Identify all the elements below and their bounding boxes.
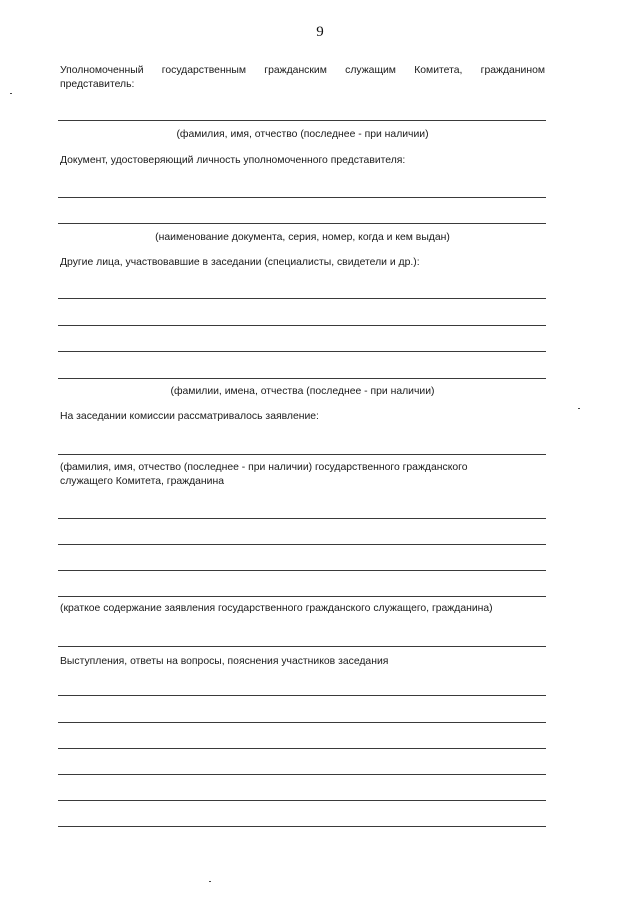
application-line-2 — [58, 544, 546, 545]
speeches-line-2 — [58, 722, 546, 723]
document-text: Документ, удостоверяющий личность уполномоченного представителя: — [60, 155, 406, 166]
representative-name-line — [58, 120, 546, 121]
summary-caption: (краткое содержание заявления государственного гражданского служащего, гражданина) — [60, 603, 493, 614]
application-line-3 — [58, 570, 546, 571]
scan-speck — [10, 93, 12, 94]
scan-speck — [209, 881, 211, 882]
speeches-text: Выступления, ответы на вопросы, пояснения участников заседания — [60, 656, 389, 667]
other-persons-text: Другие лица, участвовавшие в заседании (специалисты, свидетели и др.): — [60, 257, 420, 268]
document-line-2 — [58, 223, 546, 224]
application-line-1 — [58, 518, 546, 519]
document-caption: (наименование документа, серия, номер, когда и кем выдан) — [155, 232, 450, 243]
other-persons-line-2 — [58, 325, 546, 326]
representative-text-continued: представитель: — [60, 79, 135, 90]
application-text: На заседании комиссии рассматривалось заявление: — [60, 411, 319, 422]
speeches-line-4 — [58, 774, 546, 775]
other-persons-line-3 — [58, 351, 546, 352]
representative-caption: (фамилия, имя, отчество (последнее - при наличии) — [176, 129, 429, 140]
speeches-line-5 — [58, 800, 546, 801]
speeches-line-3 — [58, 748, 546, 749]
speeches-line-1 — [58, 695, 546, 696]
scan-speck — [578, 408, 580, 409]
application-caption: (фамилия, имя, отчество (последнее - при наличии) государственного гражданского — [60, 462, 468, 473]
application-line-4 — [58, 596, 546, 597]
application-caption-continued: служащего Комитета, гражданина — [60, 476, 224, 487]
page-number: 9 — [316, 24, 324, 40]
representative-text: Уполномоченный государственным гражданским служащим Комитета, гражданином — [60, 65, 545, 76]
other-persons-line-4 — [58, 378, 546, 379]
speeches-line-6 — [58, 826, 546, 827]
other-persons-line-1 — [58, 298, 546, 299]
application-line — [58, 454, 546, 455]
other-persons-caption: (фамилии, имена, отчества (последнее - при наличии) — [170, 386, 435, 397]
document-line-1 — [58, 197, 546, 198]
summary-line — [58, 646, 546, 647]
